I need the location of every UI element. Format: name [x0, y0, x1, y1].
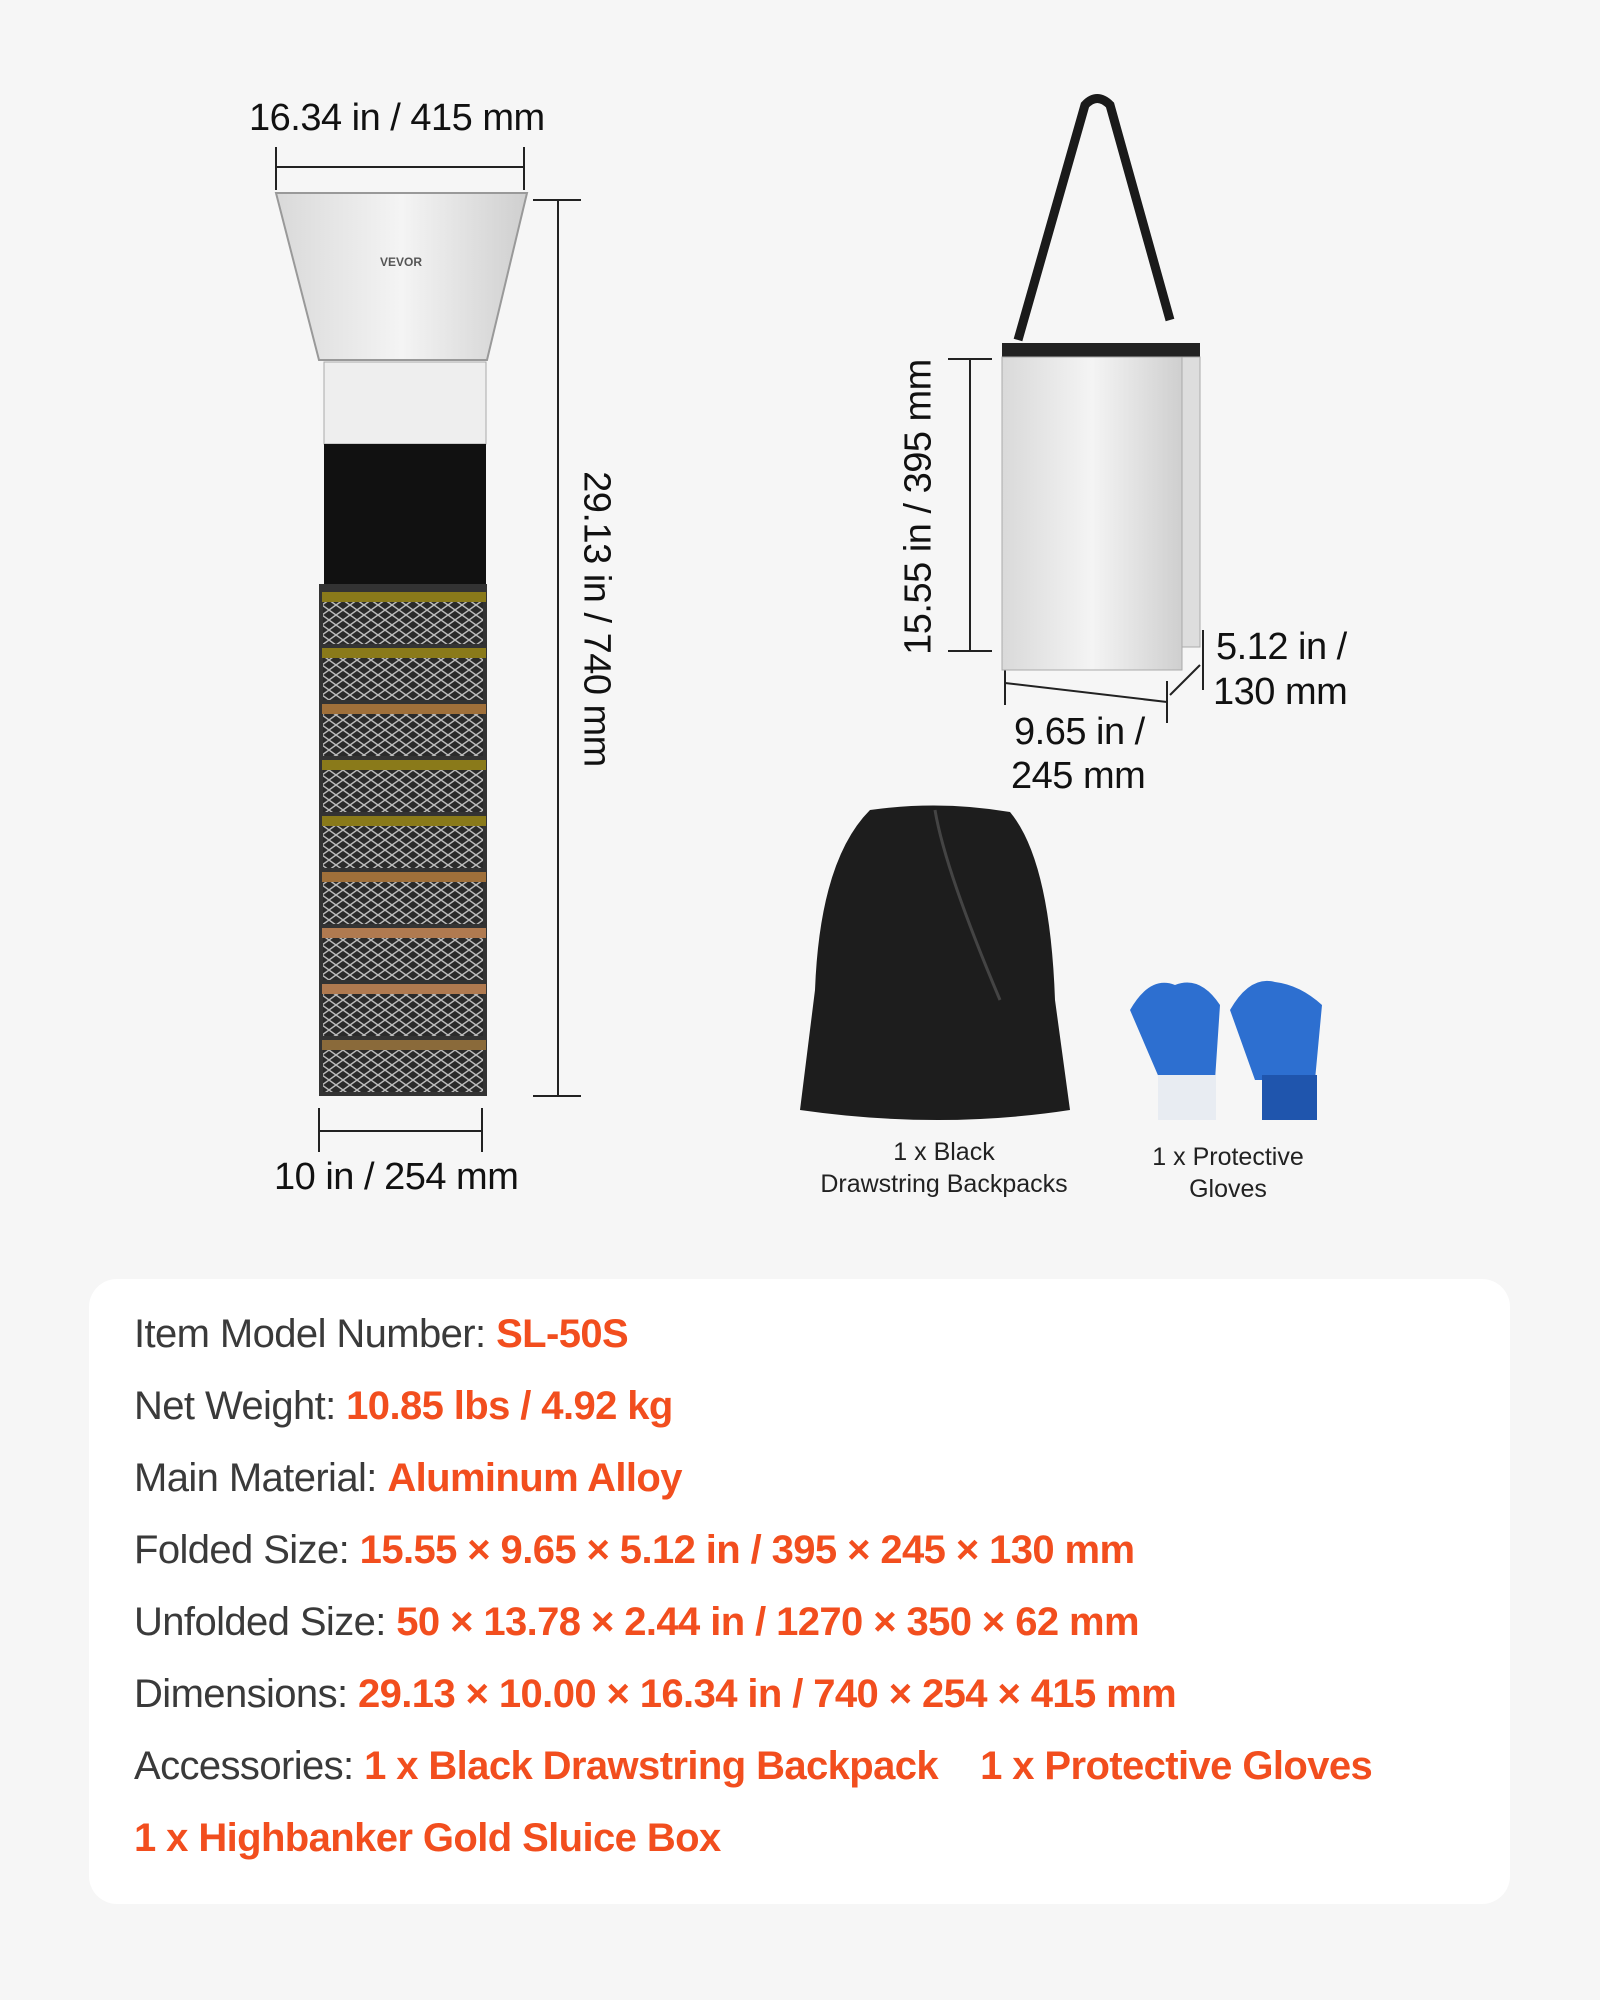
- gloves-image: [1130, 981, 1322, 1120]
- height-label: 29.13 in / 740 mm: [575, 471, 618, 767]
- spec-material: [134, 1456, 682, 1501]
- spec-value: Aluminum Alloy: [387, 1456, 682, 1500]
- spec-label: Accessories:: [134, 1744, 365, 1788]
- spec-card: [89, 1279, 1510, 1904]
- spec-folded-size: [134, 1528, 1134, 1573]
- spec-label: Folded Size:: [134, 1528, 360, 1572]
- spec-value: 50 × 13.78 × 2.44 in / 1270 × 350 × 62 mm: [396, 1600, 1139, 1644]
- spec-label: Main Material:: [134, 1456, 388, 1500]
- backpack-image: [800, 805, 1070, 1120]
- spec-value: 1 x Black Drawstring Backpack: [364, 1744, 939, 1788]
- spec-model: [134, 1312, 628, 1357]
- folded-height-label: 15.55 in / 395 mm: [897, 359, 940, 655]
- gloves-caption-line2: Gloves: [1189, 1175, 1267, 1203]
- sluice-box-unfolded-image: [276, 193, 527, 1096]
- brand-logo: VEVOR: [380, 255, 423, 269]
- spec-label: Net Weight:: [134, 1384, 347, 1428]
- spec-label: Dimensions:: [134, 1672, 358, 1716]
- spec-value: 10.85 lbs / 4.92 kg: [346, 1384, 673, 1428]
- spec-unfolded-size: [134, 1600, 1139, 1645]
- folded-width-label-2: 245 mm: [1011, 755, 1146, 797]
- spec-value: SL-50S: [496, 1312, 629, 1356]
- backpack-caption-line1: 1 x Black: [893, 1138, 995, 1166]
- spec-accessories: [134, 1744, 1372, 1789]
- folded-width-label-1: 9.65 in /: [1014, 711, 1145, 753]
- folded-depth-label-2: 130 mm: [1213, 671, 1348, 713]
- spec-label: Unfolded Size:: [134, 1600, 397, 1644]
- spec-dimensions: [134, 1672, 1176, 1717]
- spec-label: Item Model Number:: [134, 1312, 497, 1356]
- spec-value: 15.55 × 9.65 × 5.12 in / 395 × 245 × 130 mm: [359, 1528, 1135, 1572]
- spec-weight: [134, 1384, 673, 1429]
- spec-value: 29.13 × 10.00 × 16.34 in / 740 × 254 × 415 mm: [358, 1672, 1177, 1716]
- bottom-width-label: 10 in / 254 mm: [274, 1156, 519, 1198]
- backpack-caption-line2: Drawstring Backpacks: [820, 1170, 1068, 1198]
- sluice-box-folded-image: [1002, 99, 1200, 671]
- top-width-label: 16.34 in / 415 mm: [249, 97, 545, 139]
- spec-value-2: 1 x Protective Gloves: [980, 1744, 1373, 1788]
- backpack-caption: [820, 1136, 1067, 1200]
- folded-depth-label-1: 5.12 in /: [1216, 626, 1347, 668]
- spec-value: 1 x Highbanker Gold Sluice Box: [134, 1816, 721, 1860]
- gloves-caption-line1: 1 x Protective: [1152, 1143, 1304, 1171]
- spec-accessories-cont: [134, 1816, 721, 1861]
- gloves-caption: [1152, 1141, 1303, 1205]
